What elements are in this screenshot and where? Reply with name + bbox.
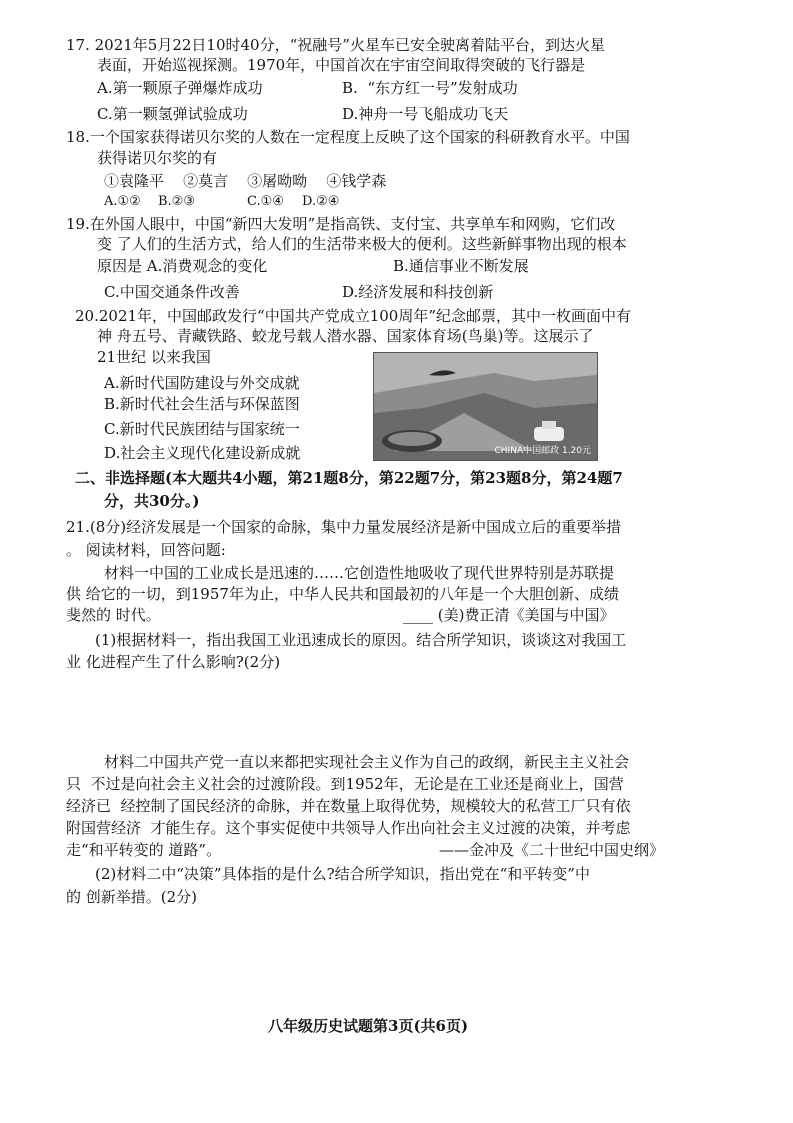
material1-line1: 材料一中国的工业成长是迅速的……它创造性地吸收了现代世界特别是苏联提 xyxy=(104,564,615,582)
q18-people-list: ①袁隆平 ②莫言 ③屠呦呦 ④钱学森 xyxy=(104,172,387,190)
q19-option-b: B.通信事业不断发展 xyxy=(393,257,529,275)
q21-stem-line2: 。 阅读材料，回答问题: xyxy=(66,541,226,559)
stamp-caption: CHINA中国邮政 1.20元 xyxy=(494,446,591,456)
q19-stem-line2: 变 了人们的生活方式，给人们的生活带来极大的便利。这些新鲜事物出现的根本 xyxy=(97,235,627,253)
q18-option-d: D.②④ xyxy=(302,194,340,209)
q18-stem-line2: 获得诺贝尔奖的有 xyxy=(97,149,218,167)
material2-source: ——金冲及《二十世纪中国史纲》 xyxy=(439,841,665,859)
q17-option-a: A.第一颗原子弹爆炸成功 xyxy=(97,79,263,97)
subquestion1-line1: (1)根据材料一，指出我国工业迅速成长的原因。结合所学知识，谈谈这对我国工 xyxy=(95,631,627,649)
q20-stem-line3: 21世纪 以来我国 xyxy=(97,348,211,366)
q19-option-d: D.经济发展和科技创新 xyxy=(342,283,494,301)
q17-option-b: B. “东方红一号”发射成功 xyxy=(342,79,518,97)
q20-option-b: B.新时代社会生活与环保蓝图 xyxy=(104,395,300,413)
material1-line2: 供 给它的一切，到1957年为止，中华人民共和国最初的八年是一个大胆创新、成绩 xyxy=(66,585,619,603)
q20-stem-line2: 神 舟五号、青藏铁路、蛟龙号载人潜水器、国家体育场(鸟巢)等。这展示了 xyxy=(97,327,594,345)
material2-line4: 附国营经济 才能生存。这个事实促使中共领导人作出向社会主义过渡的决策，并考虑 xyxy=(66,819,631,837)
q19-stem-line3: 原因是 A.消费观念的变化 xyxy=(97,257,268,275)
section-heading-line1: 二、非选择题(本大题共4小题，第21题8分，第22题7分，第23题8分，第24题7 xyxy=(75,469,623,487)
subquestion1-line2: 业 化进程产生了什么影响?(2分) xyxy=(66,653,281,671)
material2-line1: 材料二中国共产党一直以来都把实现社会主义作为自己的政纲，新民主主义社会 xyxy=(104,753,630,771)
material2-line5: 走“和平转变的 道路”。 xyxy=(66,841,222,859)
q17-option-d: D.神舟一号飞船成功飞天 xyxy=(342,105,509,123)
q20-option-c: C.新时代民族团结与国家统一 xyxy=(104,420,300,438)
material2-line3: 经济已 经控制了国民经济的命脉，并在数量上取得优势，规模较大的私营工厂只有依 xyxy=(66,797,631,815)
material1-source: ____ (美)费正清《美国与中国》 xyxy=(403,606,615,624)
q17-stem-line1: 17. 2021年5月22日10时40分，“祝融号”火星车已安全驶离着陆平台，到达火星 xyxy=(66,36,605,54)
material2-line2: 只 不过是向社会主义社会的过渡阶段。到1952年，无论是在工业还是商业上，国营 xyxy=(66,775,624,793)
section-heading-line2: 分，共30分。) xyxy=(104,492,200,510)
q19-stem-line1: 19.在外国人眼中，中国“新四大发明”是指高铁、支付宝、共享单车和网购，它们改 xyxy=(66,215,616,233)
q20-option-d: D.社会主义现代化建设新成就 xyxy=(104,444,301,462)
q20-option-a: A.新时代国防建设与外交成就 xyxy=(104,374,300,392)
subquestion2-line2: 的 创新举措。(2分) xyxy=(66,888,198,906)
q17-option-c: C.第一颗氢弹试验成功 xyxy=(97,105,248,123)
q18-option-a: A.①② xyxy=(104,194,141,209)
q19-option-c: C.中国交通条件改善 xyxy=(104,283,240,301)
q18-option-c: C.①④ xyxy=(247,194,284,209)
q18-stem-line1: 18.一个国家获得诺贝尔奖的人数在一定程度上反映了这个国家的科研教育水平。中国 xyxy=(66,128,630,146)
q20-stem-line1: 20.2021年，中国邮政发行“中国共产党成立100周年”纪念邮票，其中一枚画面中有 xyxy=(75,307,631,325)
page-footer: 八年级历史试题第3页(共6页) xyxy=(268,1017,469,1035)
q18-option-b: B.②③ xyxy=(158,194,195,209)
material1-line3: 斐然的 时代。 xyxy=(66,606,161,624)
stamp-image xyxy=(373,352,598,461)
subquestion2-line1: (2)材料二中“决策”具体指的是什么?结合所学知识，指出党在“和平转变”中 xyxy=(95,865,590,883)
q21-stem-line1: 21.(8分)经济发展是一个国家的命脉，集中力量发展经济是新中国成立后的重要举措 xyxy=(66,518,622,536)
q17-stem-line2: 表面，开始巡视探测。1970年，中国首次在宇宙空间取得突破的飞行器是 xyxy=(97,56,586,74)
